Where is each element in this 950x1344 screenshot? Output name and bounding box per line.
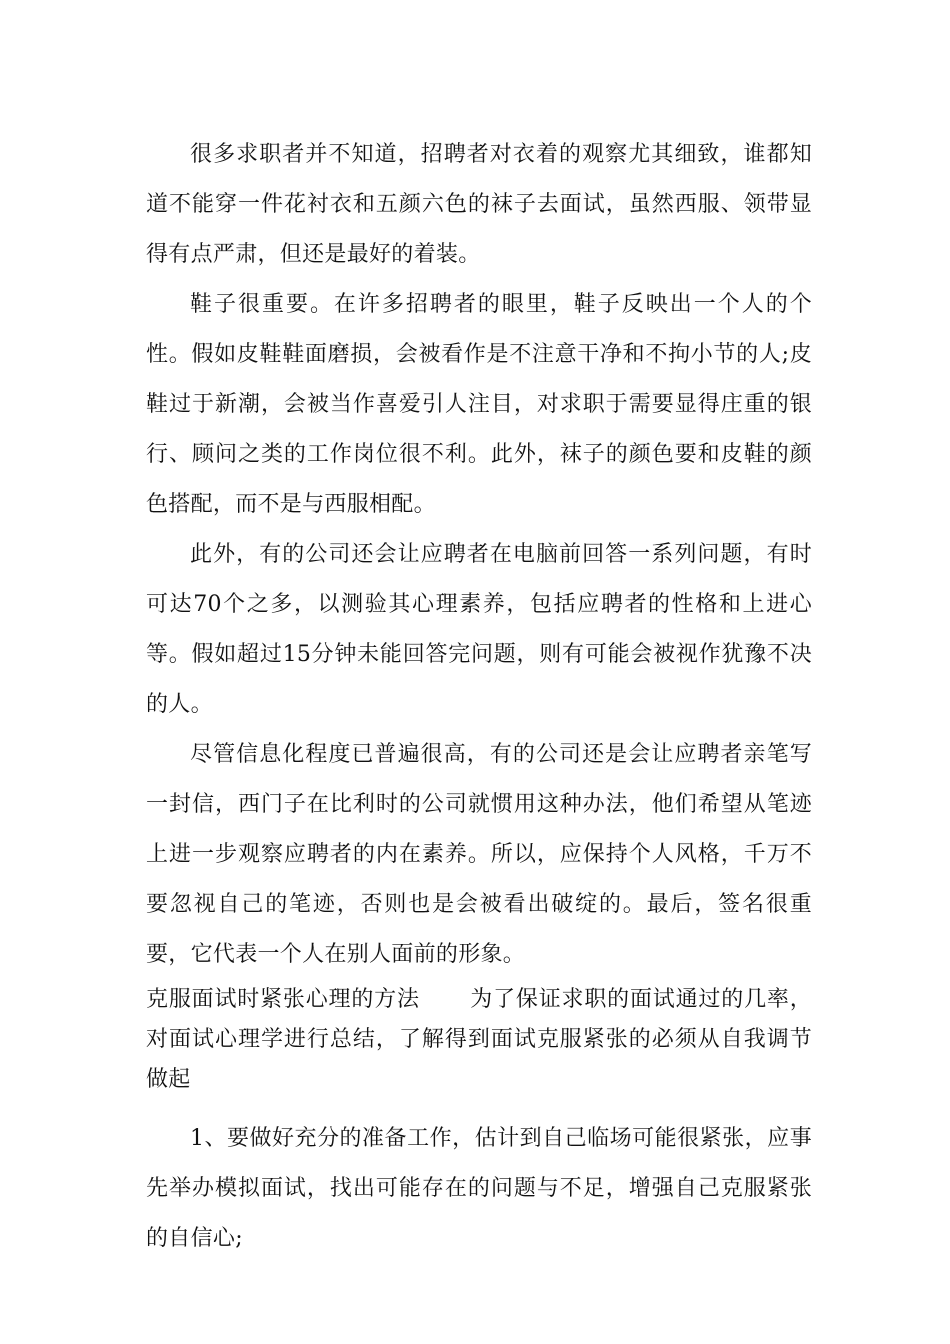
paragraph-attire: 很多求职者并不知道，招聘者对衣着的观察尤其细致，谁都知道不能穿一件花衬衣和五颜六色的袜子去面试，虽然西服、领带显得有点严肃，但还是最好的着装。: [146, 142, 812, 267]
section-title: 克服面试时紧张心理的方法: [146, 987, 420, 1012]
paragraph-handwriting: 尽管信息化程度已普遍很高，有的公司还是会让应聘者亲笔写一封信，西门子在比利时的公司就惯用这种办法，他们希望从笔迹上进一步观察应聘者的内在素养。所以，应保持个人风格，千万不要忽视自己的笔迹，否则也是会被看出破绽的。最后，签名很重要，它代表一个人在别人面前的形象。: [146, 742, 812, 967]
paragraph-computer-test: 此外，有的公司还会让应聘者在电脑前回答一系列问题，有时可达70个之多，以测验其心理素养，包括应聘者的性格和上进心等。假如超过15分钟未能回答完问题，则有可能会被视作犹豫不决的人。: [146, 542, 812, 717]
section-heading-line: [146, 980, 812, 1100]
paragraph-shoes: 鞋子很重要。在许多招聘者的眼里，鞋子反映出一个人的个性。假如皮鞋鞋面磨损，会被看作是不注意干净和不拘小节的人;皮鞋过于新潮，会被当作喜爱引人注目，对求职于需要显得庄重的银行、顾问之类的工作岗位很不利。此外，袜子的颜色要和皮鞋的颜色搭配，而不是与西服相配。: [146, 292, 812, 517]
document-body: [146, 130, 812, 1264]
list-item-preparation: 1、要做好充分的准备工作，估计到自己临场可能很紧张，应事先举办模拟面试，找出可能存在的问题与不足，增强自己克服紧张的自信心;: [146, 1126, 812, 1251]
section-intro: 为了保证求职的面试通过的几率，对面试心理学进行总结，了解得到面试克服紧张的必须从自我调节做起: [146, 987, 812, 1092]
